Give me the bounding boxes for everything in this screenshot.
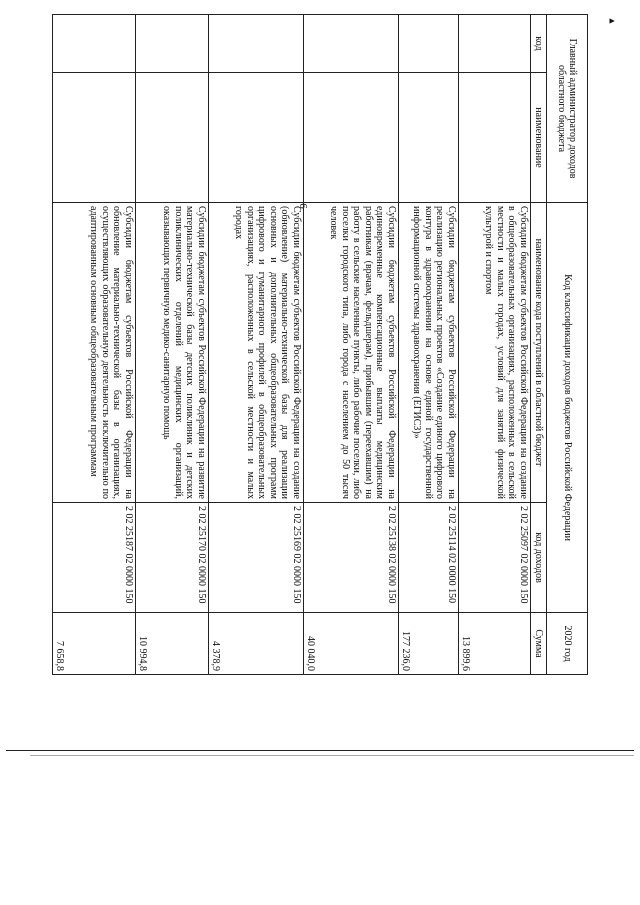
cell-description: Субсидии бюджетам субъектов Российской Федерации на развитие материально-технической базы детских поликлиник и детских поликлинических отделений медицинских организаций, оказывающих первичную медико-санитарную помощь — [136, 203, 209, 503]
page-divider — [6, 750, 634, 751]
cell-admin-code — [136, 15, 209, 73]
subheader-sum: Сумма — [531, 613, 547, 675]
cell-income-code: 2 02 25169 02 0000 150 — [209, 503, 304, 613]
header-admin: Главный администратор доходов областного бюджета — [547, 15, 588, 203]
cell-admin-code — [459, 15, 531, 73]
cell-income-code: 2 02 25170 02 0000 150 — [136, 503, 209, 613]
cell-sum: 40 040,0 — [304, 613, 399, 675]
cell-sum: 177 236,0 — [399, 613, 459, 675]
subheader-income-name: наименование кода поступлений в областной бюджет — [531, 203, 547, 503]
subheader-income-code: код доходов — [531, 503, 547, 613]
cell-description: Субсидии бюджетам субъектов Российской Федерации на реализацию региональных проектов «Создание единого цифрового контура в здравоохранении на основе единой государственной информационной системы здравоохранения (ЕГИСЗ)» — [399, 203, 459, 503]
cell-admin-code — [53, 15, 136, 73]
table-row — [399, 15, 459, 675]
rotated-table-frame — [54, 14, 588, 674]
subheader-name: наименование — [531, 73, 547, 203]
cell-description: Субсидии бюджетам субъектов Российской Федерации на единовременные компенсационные выплаты медицинским работникам (врачам, фельдшерам), прибывшим (переехавшим) на работу в сельские населенные пункты, либо рабочие поселки, либо поселки городского типа, либо города с населением до 50 тысяч человек — [304, 203, 399, 503]
cell-admin-name — [136, 73, 209, 203]
income-classification-table — [52, 14, 588, 675]
cell-sum: 4 378,9 — [209, 613, 304, 675]
cell-admin-name — [304, 73, 399, 203]
cell-sum: 10 994,8 — [136, 613, 209, 675]
cell-admin-name — [209, 73, 304, 203]
header-classification: Код классификации доходов бюджетов Российской Федерации — [547, 203, 588, 613]
cell-description: Субсидии бюджетам субъектов Российской Федерации на обновление материально-технической базы в организациях, осуществляющих образовательную деятельность исключительно по адаптированным основным общеобразовательным программам — [53, 203, 136, 503]
cell-sum: 7 658,8 — [53, 613, 136, 675]
subheader-code: код — [531, 15, 547, 73]
cell-description: Субсидии бюджетам субъектов Российской Федерации на создание (обновление) материально-технической базы для реализации основных и дополнительных общеобразовательных программ цифрового и гуманитарного профилей в общеобразовательных организациях, расположенных в сельской местности и малых городах — [209, 203, 304, 503]
page-number: 6 — [296, 203, 309, 209]
corner-mark: ▲ — [607, 16, 618, 26]
table-row — [209, 15, 304, 675]
cell-admin-code — [399, 15, 459, 73]
page-divider-shadow — [30, 755, 634, 756]
cell-sum: 13 899,6 — [459, 613, 531, 675]
table-row — [53, 15, 136, 675]
cell-income-code: 2 02 25138 02 0000 150 — [304, 503, 399, 613]
cell-admin-name — [459, 73, 531, 203]
cell-admin-name — [53, 73, 136, 203]
table-row — [304, 15, 399, 675]
cell-admin-code — [304, 15, 399, 73]
cell-description: Субсидии бюджетам субъектов Российской Федерации на создание в общеобразовательных организациях, расположенных в сельской местности и малых городах, условий для занятий физической культурой и спортом — [459, 203, 531, 503]
cell-admin-name — [399, 73, 459, 203]
table-row — [136, 15, 209, 675]
cell-income-code: 2 02 25097 02 0000 150 — [459, 503, 531, 613]
header-year: 2020 год — [547, 613, 588, 675]
cell-income-code: 2 02 25187 02 0000 150 — [53, 503, 136, 613]
cell-admin-code — [209, 15, 304, 73]
table-row — [459, 15, 531, 675]
cell-income-code: 2 02 25114 02 0000 150 — [399, 503, 459, 613]
